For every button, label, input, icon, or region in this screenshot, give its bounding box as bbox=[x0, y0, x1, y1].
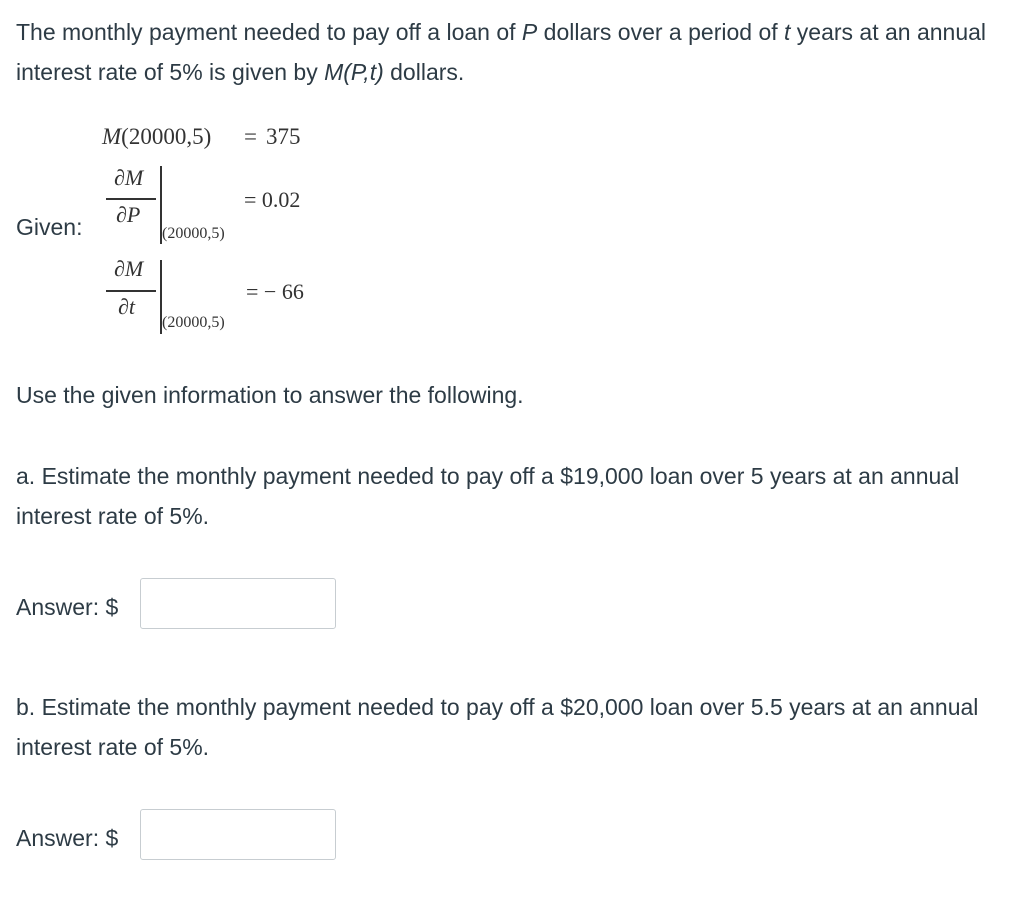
eq1-lhs: M(20000,5) bbox=[102, 124, 212, 149]
eq3-evaluation-point: (20000,5) bbox=[162, 314, 225, 331]
eq3-denominator: ∂t bbox=[118, 294, 135, 319]
instruction-text: Use the given information to answer the following. bbox=[16, 382, 524, 408]
eq1-equals: = bbox=[244, 124, 257, 149]
eq3-rhs: = − 66 bbox=[246, 279, 304, 304]
eq1-args: (20000,5) bbox=[121, 124, 212, 149]
variable-t: t bbox=[784, 19, 791, 45]
variable-p: P bbox=[521, 19, 538, 45]
answer-b-label: Answer: $ bbox=[16, 825, 119, 851]
eq3-numerator: ∂M bbox=[114, 256, 144, 281]
function-m: M(P,t) bbox=[324, 59, 384, 85]
eq2-evaluation-point: (20000,5) bbox=[162, 225, 225, 242]
question-b-text: b. Estimate the monthly payment needed to pay off a $20,000 loan over 5.5 years at an annual interest rate of 5%. bbox=[16, 694, 979, 760]
intro-text-1: The monthly payment needed to pay off a loan of bbox=[16, 19, 522, 45]
eq3-fraction-bar bbox=[106, 290, 156, 292]
eq1-rhs: 375 bbox=[266, 124, 301, 149]
intro-text-4: dollars. bbox=[383, 59, 465, 85]
answer-a-label: Answer: $ bbox=[16, 594, 119, 620]
eq2-numerator: ∂M bbox=[114, 165, 144, 190]
problem-statement bbox=[16, 12, 1006, 92]
eq2-denominator: ∂P bbox=[116, 202, 141, 227]
answer-a-input[interactable] bbox=[140, 578, 336, 629]
answer-b-input[interactable] bbox=[140, 809, 336, 860]
given-label: Given: bbox=[16, 214, 83, 240]
eq2-fraction-bar bbox=[106, 198, 156, 200]
question-a-text: a. Estimate the monthly payment needed to pay off a $19,000 loan over 5 years at an annual interest rate of 5%. bbox=[16, 463, 960, 529]
eq2-rhs: = 0.02 bbox=[244, 187, 301, 212]
intro-text-2: dollars over a period of bbox=[537, 19, 785, 45]
intro-text-3: years at an annual interest rate of 5% is given by bbox=[16, 19, 987, 85]
